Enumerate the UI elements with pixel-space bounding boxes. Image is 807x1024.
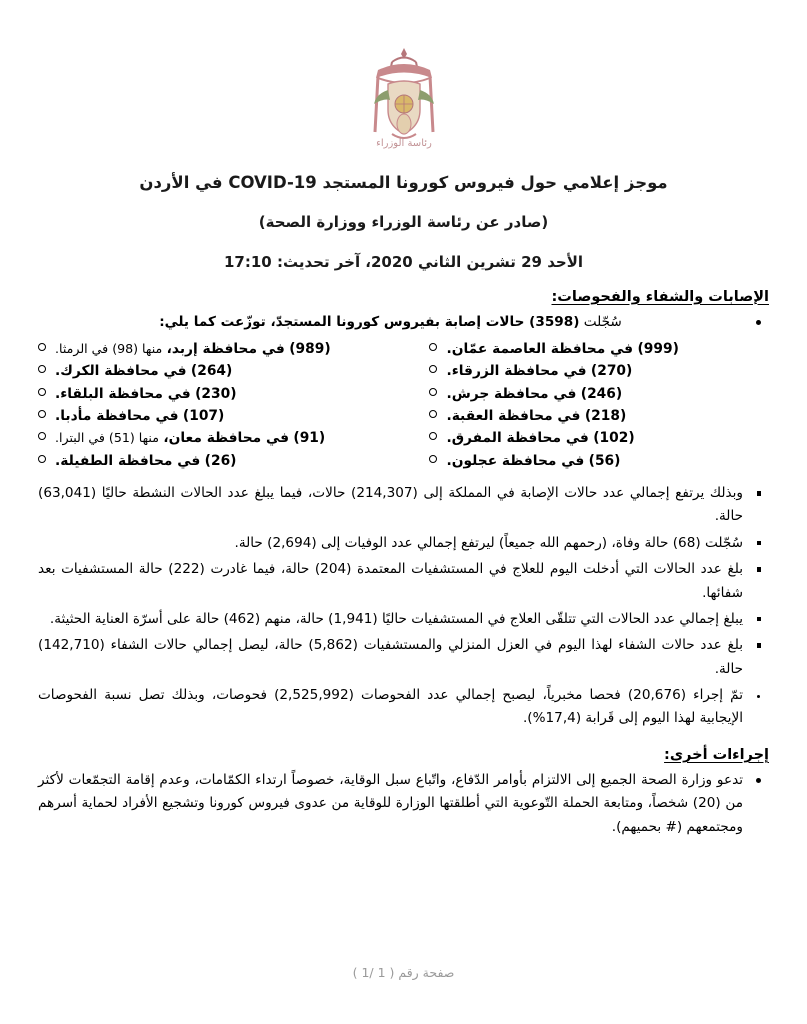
- governorate-name: في محافظة الطفيلة.: [55, 452, 201, 469]
- list-item: [38, 450, 429, 472]
- governorate-name: في محافظة الكرك.: [55, 363, 187, 380]
- governorate-count: (230): [195, 385, 237, 402]
- governorate-entry-text: [446, 427, 634, 449]
- governorate-name: في محافظة العقبة.: [446, 408, 581, 425]
- governorate-note: منها (51) في البترا.: [55, 430, 159, 446]
- governorate-entry-text: [446, 405, 626, 427]
- governorate-entry-text: [55, 405, 224, 427]
- hollow-bullet-icon: [38, 388, 46, 396]
- governorate-count: (102): [593, 430, 635, 447]
- governorate-count: (999): [637, 341, 679, 358]
- page-subtitle: (صادر عن رئاسة الوزراء ووزارة الصحة): [258, 213, 549, 232]
- governorate-count: (218): [584, 408, 627, 425]
- list-item: [38, 427, 429, 449]
- governorate-entry-text: [446, 360, 632, 382]
- list-item: [38, 311, 769, 334]
- page-title: موجز إعلامي حول فيروس كورونا المستجد COVID-19 في الأردن: [139, 173, 668, 192]
- governorate-entry-text: [446, 383, 622, 405]
- governorate-name: في محافظة العاصمة عمّان.: [446, 341, 634, 358]
- governorate-count: (107): [182, 408, 225, 425]
- hollow-bullet-icon: [429, 432, 437, 440]
- list-item: [38, 383, 429, 405]
- list-item: [38, 405, 429, 427]
- intro-suffix: حالات إصابة بفيروس كورونا المستجدّ، توزّعت كما يلي:: [159, 313, 530, 330]
- hollow-bullet-icon: [38, 432, 46, 440]
- list-item: [429, 360, 759, 382]
- governorate-count: (26): [204, 452, 237, 469]
- statistics-bullet-list: [38, 482, 769, 731]
- intro-number: (3598): [529, 313, 580, 330]
- list-item: [38, 338, 429, 360]
- emblem-container: [38, 0, 769, 150]
- list-item: سُجّلت (68) حالة وفاة، (رحمهم الله جميعاً) ليرتفع إجمالي عدد الوفيات إلى (2,694) حالة.: [38, 532, 769, 555]
- title-block: [38, 170, 769, 275]
- list-item: تمّ إجراء (20,676) فحصا مخبرياً، ليصبح إجمالي عدد الفحوصات (2,525,992) فحوصات، وبذلك تصل نسبة الفحوصات الإيجابية لهذا اليوم إلى قَرابة (17,4%).: [38, 684, 769, 731]
- governorate-entry-text: [55, 338, 331, 360]
- list-item: [429, 427, 759, 449]
- list-item: [429, 450, 759, 472]
- governorate-name: في محافظة الزرقاء.: [446, 363, 587, 380]
- list-item: [429, 338, 759, 360]
- governorate-name: في محافظة مأدبا.: [55, 408, 179, 425]
- intro-prefix: سُجّلت: [579, 313, 622, 330]
- hollow-bullet-icon: [429, 388, 437, 396]
- section-heading-cases: الإصابات والشفاء والفحوصات:: [551, 288, 769, 305]
- hollow-bullet-icon: [429, 343, 437, 351]
- governorate-name: في محافظة المفرق.: [446, 430, 589, 447]
- governorate-name: في محافظة البلقاء.: [55, 385, 191, 402]
- hollow-bullet-icon: [38, 343, 46, 351]
- list-item: تدعو وزارة الصحة الجميع إلى الالتزام بأوامر الدّفاع، واتّباع سبل الوقاية، خصوصاً ارتداء الكمّامات، وعدم إقامة التجمّعات لأكثر من (20) شخصاً، ومتابعة الحملة التّوعوية التي أطلقتها الوزارة للوقاية من عدوى فيروس كورونا وتشجيع الأفراد لحماية أسرهم ومجتمعهم (# بحميهم).: [38, 769, 769, 839]
- governorate-count: (56): [588, 452, 621, 469]
- governorate-count: (989): [289, 341, 331, 358]
- section-heading-other-measures: إجراءات أخرى:: [664, 746, 769, 763]
- governorate-breakdown: [38, 338, 769, 472]
- list-item: بلغ عدد الحالات التي أدخلت اليوم للعلاج في المستشفيات المعتمدة (204) حالة، فيما غادرت (222) حالة المستشفيات بعد شفائها.: [38, 558, 769, 605]
- page-number-footer: صفحة رقم ( 1 /1 ): [352, 965, 455, 980]
- governorate-entry-text: [55, 383, 237, 405]
- governorate-entry-text: [55, 427, 325, 449]
- governorate-column-right: [429, 338, 759, 472]
- list-item: وبذلك يرتفع إجمالي عدد حالات الإصابة في المملكة إلى (214,307) حالات، فيما يبلغ عدد الحالات النشطة حاليًا (63,041) حالة.: [38, 482, 769, 529]
- list-item: [38, 360, 429, 382]
- hollow-bullet-icon: [429, 455, 437, 463]
- hollow-bullet-icon: [429, 365, 437, 373]
- list-item: بلغ عدد حالات الشفاء لهذا اليوم في العزل المنزلي والمستشفيات (5,862) حالة، ليصل إجمالي حالات الشفاء (142,710) حالة.: [38, 634, 769, 681]
- governorate-column-left: [38, 338, 429, 472]
- hollow-bullet-icon: [429, 410, 437, 418]
- jordan-royal-coat-of-arms-icon: [358, 42, 450, 150]
- governorate-entry-text: [55, 450, 236, 472]
- hollow-bullet-icon: [38, 365, 46, 373]
- governorate-count: (91): [293, 430, 326, 447]
- governorate-name: في محافظة معان،: [163, 430, 289, 447]
- governorate-entry-text: [446, 450, 620, 472]
- list-item: [429, 405, 759, 427]
- hollow-bullet-icon: [38, 455, 46, 463]
- emblem-caption: رئاسة الوزراء: [375, 138, 432, 149]
- date-and-last-update: الأحد 29 تشرين الثاني 2020، آخر تحديث: 17:10: [223, 253, 584, 272]
- governorate-name: في محافظة عجلون.: [446, 452, 585, 469]
- governorate-entry-text: [446, 338, 678, 360]
- list-item: [429, 383, 759, 405]
- governorate-count: (264): [190, 363, 233, 380]
- governorate-name: في محافظة إربد،: [166, 341, 285, 358]
- governorate-entry-text: [55, 360, 232, 382]
- list-item: يبلغ إجمالي عدد الحالات التي تتلقّى العلاج في المستشفيات حاليًا (1,941) حالة، منهم (462) حالة على أسرّة العناية الحثيثة.: [38, 608, 769, 631]
- governorate-count: (270): [590, 363, 633, 380]
- governorate-note: منها (98) في الرمثا.: [55, 341, 163, 357]
- other-measures-bullet-list: [38, 769, 769, 839]
- hollow-bullet-icon: [38, 410, 46, 418]
- governorate-name: في محافظة جرش.: [446, 385, 577, 402]
- intro-bullet-list: [38, 311, 769, 334]
- governorate-count: (246): [580, 385, 623, 402]
